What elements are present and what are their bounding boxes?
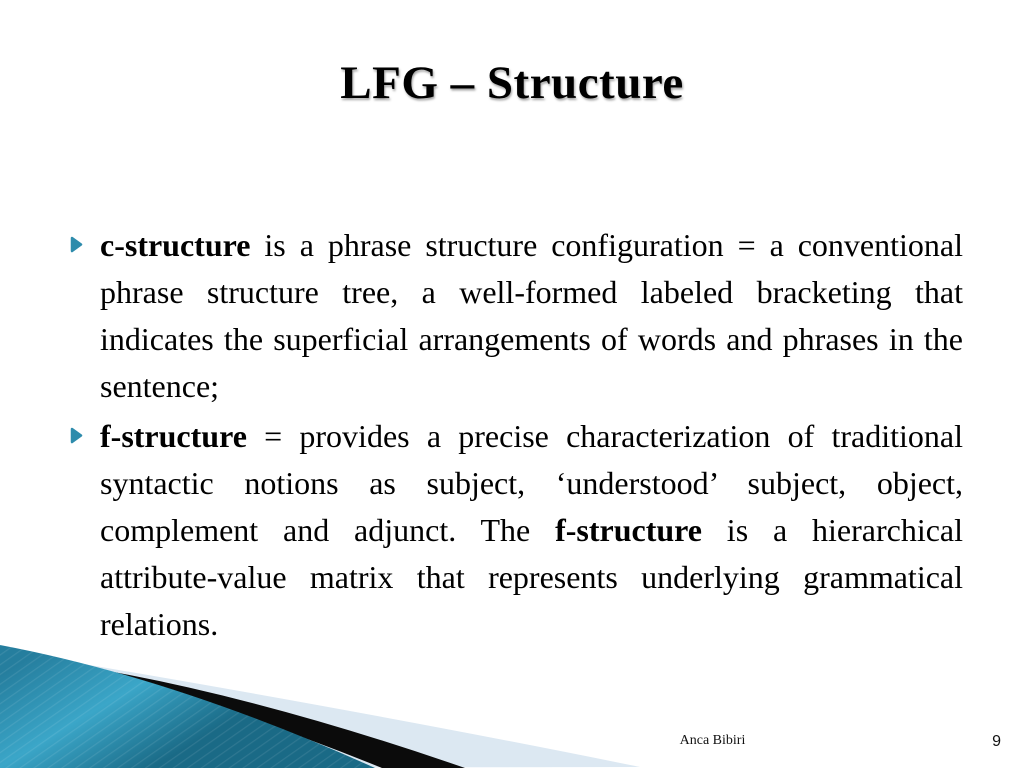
footer-author: Anca Bibiri (679, 733, 746, 748)
bullet-text-segment: = provides a precise characterization of traditional syntactic notions as subject, ‘understood’ subject, object, complement and adjunct. The (100, 418, 963, 548)
bullet-text (100, 222, 963, 410)
bullet-text (100, 413, 963, 648)
slide-title: LFG – Structure (340, 57, 684, 109)
swoosh-black-stripe (60, 663, 465, 768)
slide-body (68, 222, 963, 651)
bullet-text-bold-segment: f-structure (555, 512, 702, 548)
bullet-text-bold-segment: c-structure (100, 227, 251, 263)
bullet-item (68, 222, 963, 410)
bullet-item (68, 413, 963, 648)
bullet-arrow-icon (70, 427, 83, 444)
swoosh-teal-wedge (0, 645, 375, 768)
swoosh-pale-wedge (0, 650, 640, 768)
bullet-list (68, 222, 963, 648)
bullet-text-segment: is a hierarchical attribute-value matrix that represents underlying grammatical relations. (100, 512, 964, 642)
bullet-text-segment: is a phrase structure configuration = a conventional phrase structure tree, a well-formed labeled bracketing that indicates the superficial arrangements of words and phrases in the sentence; (100, 227, 963, 404)
page-number: 9 (992, 733, 1001, 750)
swoosh-teal-stripes-texture (0, 645, 375, 768)
bullet-text-bold-segment: f-structure (100, 418, 247, 454)
bullet-arrow-icon (70, 236, 83, 253)
